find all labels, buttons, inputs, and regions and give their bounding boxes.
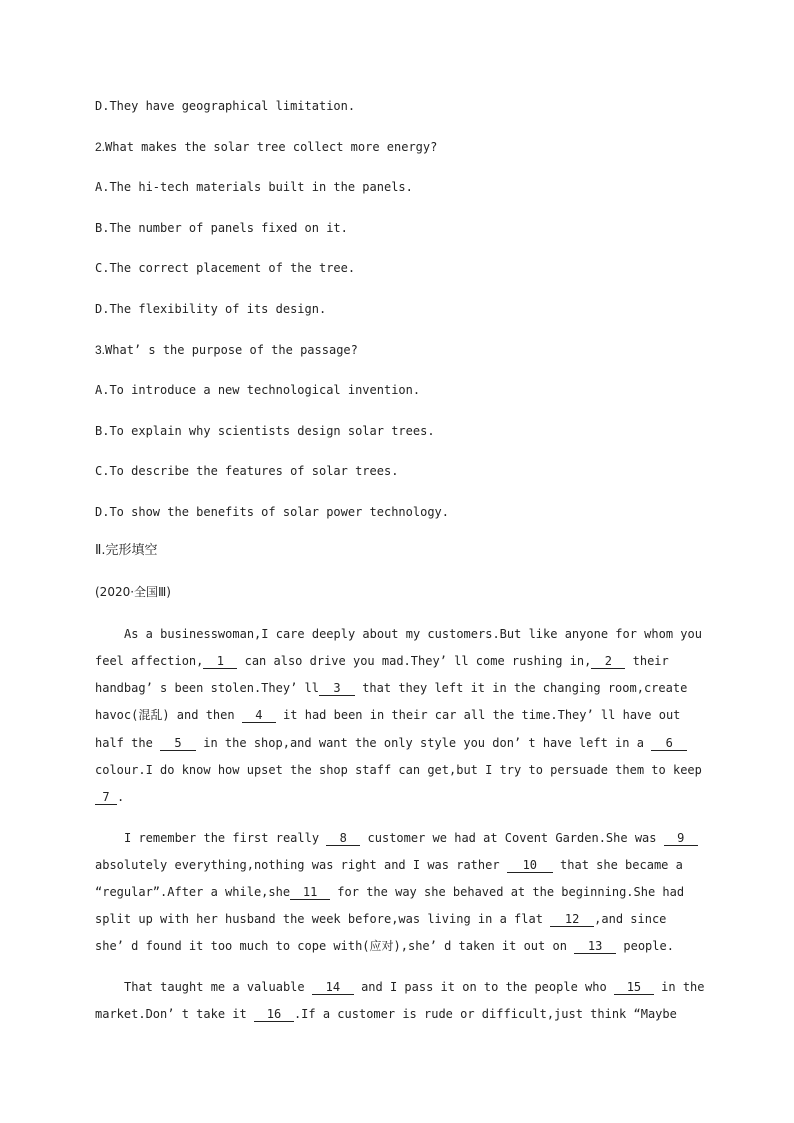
p1-line-7 xyxy=(95,789,124,805)
blank-5: 5 xyxy=(160,736,196,751)
q2-option-d: D.The flexibility of its design. xyxy=(95,302,327,316)
p1-text: that they left it in the changing room,create xyxy=(354,681,688,695)
blank-3: 3 xyxy=(319,681,355,696)
q3-option-c: C.To describe the features of solar trees. xyxy=(95,464,399,478)
blank-1: 1 xyxy=(203,654,237,669)
blank-11: 11 xyxy=(290,885,330,900)
p2-text: she’ d found it too much to cope with(应对),she’ d taken it out on xyxy=(95,939,575,953)
q2-option-c: C.The correct placement of the tree. xyxy=(95,261,356,275)
p3-text: and I pass it on to the people who xyxy=(353,980,614,994)
p2-line-3 xyxy=(95,884,684,900)
blank-15: 15 xyxy=(614,980,654,995)
p2-text: split up with her husband the week before,was living in a flat xyxy=(95,912,551,926)
q3-option-a: A.To introduce a new technological invention. xyxy=(95,383,421,397)
blank-10: 10 xyxy=(507,858,553,873)
blank-16: 16 xyxy=(254,1007,294,1022)
q1-option-d: D.They have geographical limitation. xyxy=(95,99,356,113)
p1-text: their xyxy=(625,654,669,668)
p2-line-5 xyxy=(95,938,674,954)
p1-text: havoc(混乱) and then xyxy=(95,708,242,722)
p1-line-3 xyxy=(95,680,687,696)
blank-9: 9 xyxy=(664,831,698,846)
p1-line-5 xyxy=(95,735,687,751)
q3-stem-text: What’ s the purpose of the passage? xyxy=(105,343,358,357)
p2-text: I remember the first really xyxy=(124,831,327,845)
p3-text: .If a customer is rude or difficult,just think “Maybe xyxy=(293,1007,677,1021)
p2-line-1 xyxy=(124,830,698,846)
q3-option-b: B.To explain why scientists design solar trees. xyxy=(95,424,435,438)
section-title: Ⅱ.完形填空 xyxy=(95,543,158,558)
p3-text: That taught me a valuable xyxy=(124,980,312,994)
p3-text: market.Don’ t take it xyxy=(95,1007,254,1021)
p1-text: can also drive you mad.They’ ll come rushing in, xyxy=(237,654,592,668)
blank-12: 12 xyxy=(550,912,594,927)
p1-line-4 xyxy=(95,707,680,723)
p1-text: . xyxy=(117,790,125,804)
p3-line-1 xyxy=(124,979,705,995)
p1-text: handbag’ s been stolen.They’ ll xyxy=(95,681,319,695)
p1-text: in the shop,and want the only style you don’ t have left in a xyxy=(196,736,652,750)
p1-text: it had been in their car all the time.They’ ll have out xyxy=(275,708,681,722)
p2-text: “regular”.After a while,she xyxy=(95,885,291,899)
p2-text: that she became a xyxy=(552,858,683,872)
q3-number: 3. xyxy=(95,343,106,357)
p2-text: customer we had at Covent Garden.She was xyxy=(360,831,664,845)
p3-line-2 xyxy=(95,1006,677,1022)
p2-line-2 xyxy=(95,857,683,873)
p2-text: absolutely everything,nothing was right and I was rather xyxy=(95,858,507,872)
p2-text: for the way she behaved at the beginning.She had xyxy=(330,885,685,899)
p1-line-2 xyxy=(95,653,669,669)
q2-number: 2. xyxy=(95,140,106,154)
q2-stem xyxy=(95,139,437,155)
p1-text: half the xyxy=(95,736,161,750)
q3-stem xyxy=(95,342,358,358)
p2-line-4 xyxy=(95,911,666,927)
p1-line-6: colour.I do know how upset the shop staff can get,but I try to persuade them to keep xyxy=(95,763,710,777)
q2-stem-text: What makes the solar tree collect more energy? xyxy=(105,140,438,154)
p3-text: in the xyxy=(653,980,705,994)
blank-7: 7 xyxy=(95,790,117,805)
blank-4: 4 xyxy=(242,708,276,723)
blank-14: 14 xyxy=(312,980,354,995)
q2-option-a: A.The hi-tech materials built in the panels. xyxy=(95,180,413,194)
p1-line-1: As a businesswoman,I care deeply about my customers.But like anyone for whom you xyxy=(124,627,702,641)
section-source: (2020·全国Ⅲ) xyxy=(95,585,171,599)
q2-option-b: B.The number of panels fixed on it. xyxy=(95,221,348,235)
p2-text: ,and since xyxy=(594,912,667,926)
q3-option-d: D.To show the benefits of solar power technology. xyxy=(95,505,450,519)
blank-13: 13 xyxy=(574,939,616,954)
p1-text: feel affection, xyxy=(95,654,204,668)
p2-text: people. xyxy=(616,939,674,953)
blank-8: 8 xyxy=(326,831,360,846)
blank-2: 2 xyxy=(591,654,625,669)
blank-6: 6 xyxy=(651,736,687,751)
